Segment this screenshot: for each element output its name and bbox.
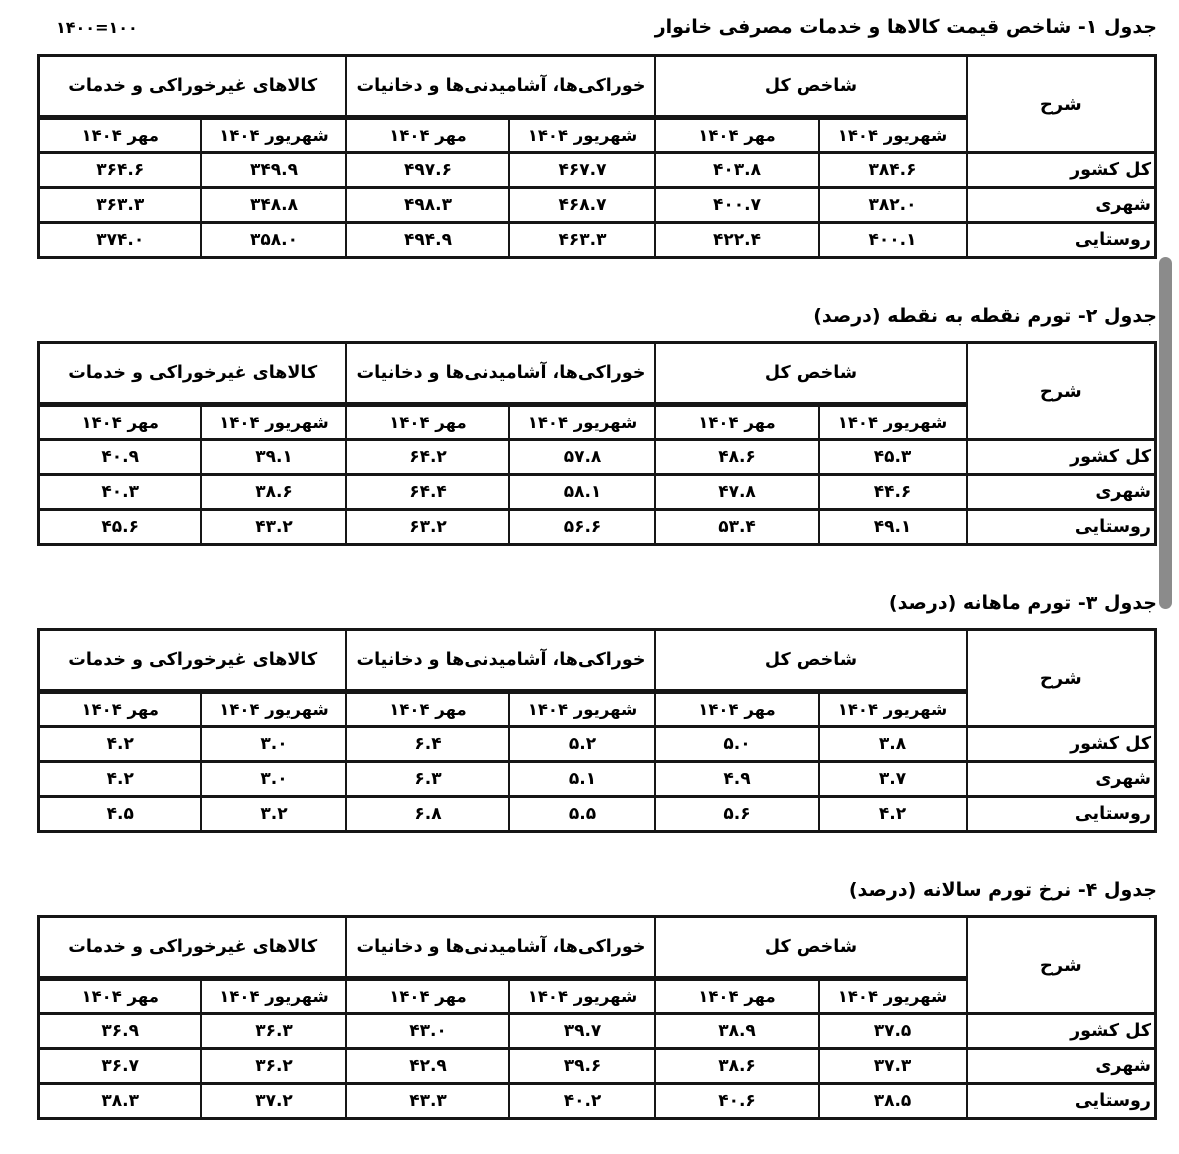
value-cell: ۴۸.۶ xyxy=(655,440,818,475)
col-header-month-mehr: مهر ۱۴۰۴ xyxy=(655,692,818,727)
value-cell: ۵۳.۴ xyxy=(655,510,818,545)
value-cell: ۴۹۸.۳ xyxy=(346,188,509,223)
scrollbar-thumb[interactable] xyxy=(1159,257,1172,609)
value-cell: ۴۶۸.۷ xyxy=(509,188,655,223)
row-label: روستایی xyxy=(967,223,1156,258)
value-cell: ۴۰.۶ xyxy=(655,1084,818,1119)
value-cell: ۳۶.۷ xyxy=(38,1049,201,1084)
table-2-title: جدول ۲- تورم نقطه به نقطه (درصد) xyxy=(813,305,1157,327)
value-cell: ۵۷.۸ xyxy=(509,440,655,475)
table-row xyxy=(38,475,1155,510)
value-cell: ۳۷.۵ xyxy=(819,1014,967,1049)
value-cell: ۴۰.۲ xyxy=(509,1084,655,1119)
table-4-title: جدول ۴- نرخ تورم سالانه (درصد) xyxy=(848,879,1157,901)
value-cell: ۳.۸ xyxy=(819,727,967,762)
base-year-note: ۱۴۰۰=۱۰۰ xyxy=(56,18,138,37)
col-header-month-mehr: مهر ۱۴۰۴ xyxy=(38,118,201,153)
table-row xyxy=(38,797,1155,832)
col-group-nonfood-goods-services: کالاهای غیرخوراکی و خدمات xyxy=(38,917,346,979)
col-header-month-mehr: مهر ۱۴۰۴ xyxy=(38,979,201,1014)
value-cell: ۴۵.۳ xyxy=(819,440,967,475)
value-cell: ۴۶۳.۳ xyxy=(509,223,655,258)
value-cell: ۳۵۸.۰ xyxy=(201,223,346,258)
col-header-month-shahrivar: شهریور ۱۴۰۴ xyxy=(201,692,346,727)
row-label: شهری xyxy=(967,475,1156,510)
value-cell: ۴۳.۳ xyxy=(346,1084,509,1119)
header-group-row xyxy=(38,630,1155,692)
table-row xyxy=(38,440,1155,475)
table-row xyxy=(38,762,1155,797)
value-cell: ۶۳.۲ xyxy=(346,510,509,545)
value-cell: ۴۰.۹ xyxy=(38,440,201,475)
value-cell: ۳.۰ xyxy=(201,727,346,762)
value-cell: ۴۹.۱ xyxy=(819,510,967,545)
col-group-nonfood-goods-services: کالاهای غیرخوراکی و خدمات xyxy=(38,630,346,692)
table-4 xyxy=(37,915,1157,1120)
value-cell: ۵۶.۶ xyxy=(509,510,655,545)
col-group-total-index: شاخص کل xyxy=(655,343,966,405)
table-row xyxy=(38,510,1155,545)
table-1-title: جدول ۱- شاخص قیمت کالاها و خدمات مصرفی خانوار xyxy=(654,16,1157,38)
row-label: روستایی xyxy=(967,510,1156,545)
value-cell: ۴۰۳.۸ xyxy=(655,153,818,188)
value-cell: ۳۴۸.۸ xyxy=(201,188,346,223)
table-2 xyxy=(37,341,1157,546)
col-header-desc: شرح xyxy=(967,343,1156,440)
value-cell: ۳.۷ xyxy=(819,762,967,797)
col-header-month-mehr: مهر ۱۴۰۴ xyxy=(346,979,509,1014)
row-label: کل کشور xyxy=(967,440,1156,475)
value-cell: ۴۰۰.۷ xyxy=(655,188,818,223)
value-cell: ۵۸.۱ xyxy=(509,475,655,510)
col-header-month-shahrivar: شهریور ۱۴۰۴ xyxy=(509,118,655,153)
col-header-month-shahrivar: شهریور ۱۴۰۴ xyxy=(819,118,967,153)
value-cell: ۳.۲ xyxy=(201,797,346,832)
col-header-month-mehr: مهر ۱۴۰۴ xyxy=(346,118,509,153)
value-cell: ۴۲۲.۴ xyxy=(655,223,818,258)
value-cell: ۳۷.۳ xyxy=(819,1049,967,1084)
row-label: روستایی xyxy=(967,797,1156,832)
header-group-row xyxy=(38,343,1155,405)
col-group-food-beverages-tobacco: خوراکی‌ها، آشامیدنی‌ها و دخانیات xyxy=(346,343,655,405)
col-group-food-beverages-tobacco: خوراکی‌ها، آشامیدنی‌ها و دخانیات xyxy=(346,917,655,979)
col-group-total-index: شاخص کل xyxy=(655,56,966,118)
row-label: کل کشور xyxy=(967,727,1156,762)
value-cell: ۴۴.۶ xyxy=(819,475,967,510)
value-cell: ۳.۰ xyxy=(201,762,346,797)
value-cell: ۳۸۴.۶ xyxy=(819,153,967,188)
value-cell: ۴۳.۲ xyxy=(201,510,346,545)
value-cell: ۳۷.۲ xyxy=(201,1084,346,1119)
value-cell: ۶.۴ xyxy=(346,727,509,762)
col-header-month-shahrivar: شهریور ۱۴۰۴ xyxy=(819,692,967,727)
col-header-month-mehr: مهر ۱۴۰۴ xyxy=(38,692,201,727)
value-cell: ۶۴.۴ xyxy=(346,475,509,510)
col-header-month-mehr: مهر ۱۴۰۴ xyxy=(346,405,509,440)
table-3 xyxy=(37,628,1157,833)
value-cell: ۳۶۳.۳ xyxy=(38,188,201,223)
value-cell: ۳۹.۶ xyxy=(509,1049,655,1084)
col-header-month-shahrivar: شهریور ۱۴۰۴ xyxy=(509,692,655,727)
value-cell: ۵.۱ xyxy=(509,762,655,797)
value-cell: ۳۹.۷ xyxy=(509,1014,655,1049)
col-header-desc: شرح xyxy=(967,630,1156,727)
value-cell: ۳۸.۵ xyxy=(819,1084,967,1119)
col-header-month-shahrivar: شهریور ۱۴۰۴ xyxy=(509,979,655,1014)
value-cell: ۵.۵ xyxy=(509,797,655,832)
col-group-food-beverages-tobacco: خوراکی‌ها، آشامیدنی‌ها و دخانیات xyxy=(346,56,655,118)
table-row xyxy=(38,153,1155,188)
col-header-desc: شرح xyxy=(967,56,1156,153)
row-label: کل کشور xyxy=(967,153,1156,188)
value-cell: ۳۷۴.۰ xyxy=(38,223,201,258)
col-header-month-shahrivar: شهریور ۱۴۰۴ xyxy=(201,118,346,153)
col-group-nonfood-goods-services: کالاهای غیرخوراکی و خدمات xyxy=(38,343,346,405)
value-cell: ۳۸.۹ xyxy=(655,1014,818,1049)
col-group-total-index: شاخص کل xyxy=(655,917,966,979)
col-header-month-mehr: مهر ۱۴۰۴ xyxy=(655,118,818,153)
value-cell: ۴۳.۰ xyxy=(346,1014,509,1049)
tables-container xyxy=(40,54,1157,1120)
table-1 xyxy=(37,54,1157,259)
col-header-month-mehr: مهر ۱۴۰۴ xyxy=(655,405,818,440)
value-cell: ۴۹۴.۹ xyxy=(346,223,509,258)
row-label: شهری xyxy=(967,1049,1156,1084)
value-cell: ۴.۲ xyxy=(38,727,201,762)
table-row xyxy=(38,1084,1155,1119)
table-3-title: جدول ۳- تورم ماهانه (درصد) xyxy=(888,592,1157,614)
value-cell: ۶۴.۲ xyxy=(346,440,509,475)
col-header-month-mehr: مهر ۱۴۰۴ xyxy=(346,692,509,727)
row-label: کل کشور xyxy=(967,1014,1156,1049)
table-row xyxy=(38,1014,1155,1049)
row-label: شهری xyxy=(967,762,1156,797)
value-cell: ۳۶.۹ xyxy=(38,1014,201,1049)
col-header-month-mehr: مهر ۱۴۰۴ xyxy=(38,405,201,440)
value-cell: ۳۴۹.۹ xyxy=(201,153,346,188)
value-cell: ۳۶.۳ xyxy=(201,1014,346,1049)
col-header-month-mehr: مهر ۱۴۰۴ xyxy=(655,979,818,1014)
value-cell: ۵.۰ xyxy=(655,727,818,762)
value-cell: ۴.۹ xyxy=(655,762,818,797)
col-group-food-beverages-tobacco: خوراکی‌ها، آشامیدنی‌ها و دخانیات xyxy=(346,630,655,692)
value-cell: ۴.۲ xyxy=(819,797,967,832)
table-row xyxy=(38,727,1155,762)
value-cell: ۳۸۲.۰ xyxy=(819,188,967,223)
value-cell: ۳۸.۳ xyxy=(38,1084,201,1119)
col-header-month-shahrivar: شهریور ۱۴۰۴ xyxy=(201,979,346,1014)
value-cell: ۳۸.۶ xyxy=(201,475,346,510)
col-group-total-index: شاخص کل xyxy=(655,630,966,692)
value-cell: ۴۲.۹ xyxy=(346,1049,509,1084)
header-group-row xyxy=(38,56,1155,118)
table-row xyxy=(38,188,1155,223)
col-header-month-shahrivar: شهریور ۱۴۰۴ xyxy=(819,405,967,440)
value-cell: ۴۷.۸ xyxy=(655,475,818,510)
value-cell: ۴۰.۳ xyxy=(38,475,201,510)
value-cell: ۳۹.۱ xyxy=(201,440,346,475)
col-group-nonfood-goods-services: کالاهای غیرخوراکی و خدمات xyxy=(38,56,346,118)
value-cell: ۴.۵ xyxy=(38,797,201,832)
value-cell: ۴۶۷.۷ xyxy=(509,153,655,188)
value-cell: ۶.۳ xyxy=(346,762,509,797)
value-cell: ۳۶۴.۶ xyxy=(38,153,201,188)
col-header-month-shahrivar: شهریور ۱۴۰۴ xyxy=(509,405,655,440)
table-row xyxy=(38,1049,1155,1084)
value-cell: ۴۵.۶ xyxy=(38,510,201,545)
value-cell: ۳۸.۶ xyxy=(655,1049,818,1084)
row-label: شهری xyxy=(967,188,1156,223)
value-cell: ۴.۲ xyxy=(38,762,201,797)
value-cell: ۶.۸ xyxy=(346,797,509,832)
value-cell: ۵.۲ xyxy=(509,727,655,762)
col-header-desc: شرح xyxy=(967,917,1156,1014)
value-cell: ۴۰۰.۱ xyxy=(819,223,967,258)
header-group-row xyxy=(38,917,1155,979)
col-header-month-shahrivar: شهریور ۱۴۰۴ xyxy=(819,979,967,1014)
value-cell: ۵.۶ xyxy=(655,797,818,832)
col-header-month-shahrivar: شهریور ۱۴۰۴ xyxy=(201,405,346,440)
header-row xyxy=(40,16,1157,38)
table-row xyxy=(38,223,1155,258)
row-label: روستایی xyxy=(967,1084,1156,1119)
value-cell: ۳۶.۲ xyxy=(201,1049,346,1084)
value-cell: ۴۹۷.۶ xyxy=(346,153,509,188)
